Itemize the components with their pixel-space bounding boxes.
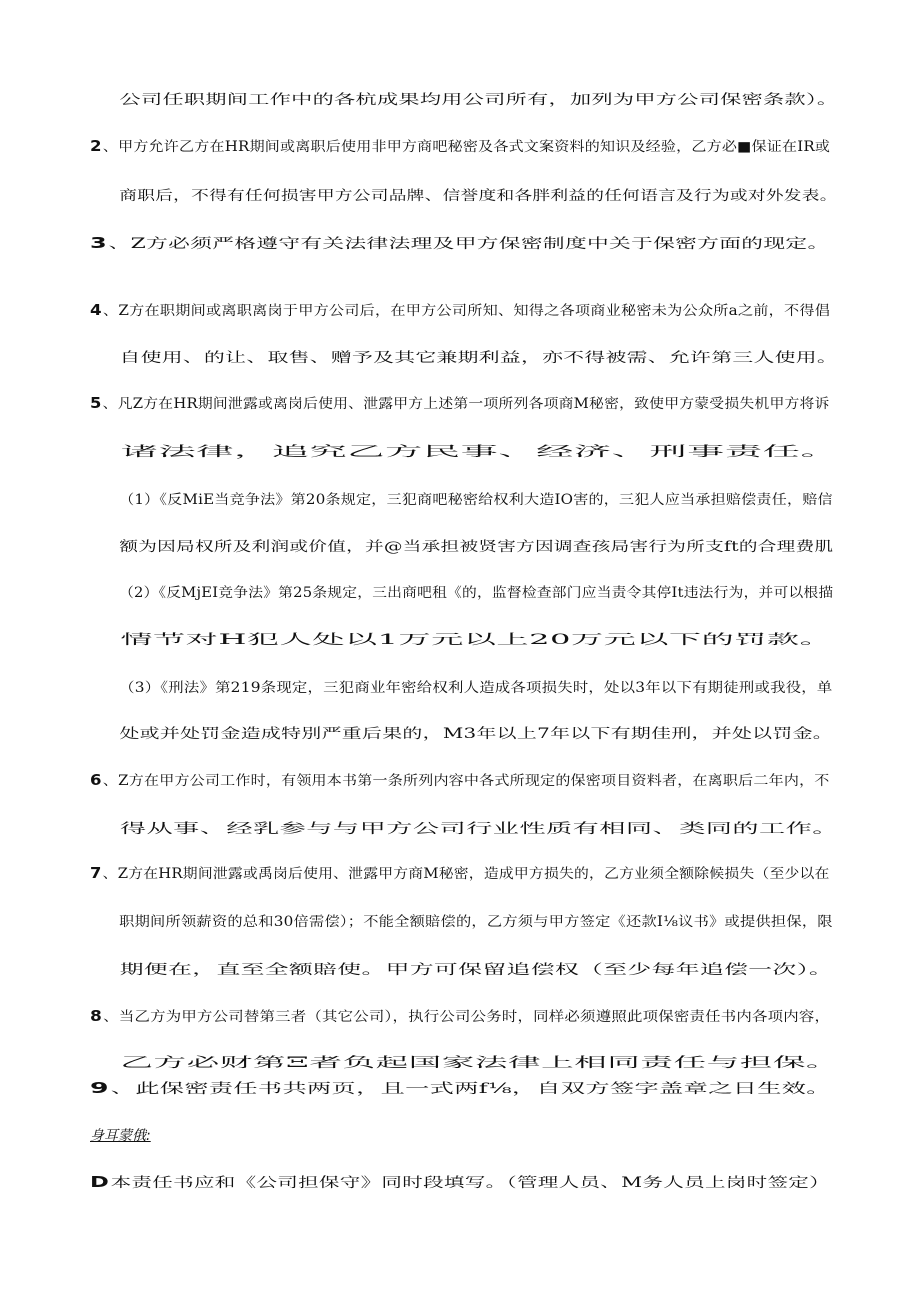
paragraph-line (90, 394, 830, 413)
line-text: 职期间所领薪资的总和30倍需偿）；不能全额賠偿的，乙方须与甲方签定《还款I⅛议书》或提供担保，限 (119, 914, 833, 930)
line-text: 、此保密责任书共两页，且一式两f⅛，自双方签字盖章之日生效。 (110, 1081, 831, 1097)
line-text: 、Z方在职期间或离职离岗于甲方公司后，在甲方公司所知、知得之各项商业秘密未为公众所a之前，不得倡 (102, 303, 831, 319)
paragraph-line (90, 771, 830, 790)
item-number: 2 (90, 137, 102, 155)
paragraph-line (118, 442, 838, 461)
item-number: 4 (90, 301, 102, 319)
line-text: （3）《刑法》第219条现定，三犯商业年密给权利人造成各项损失时，处以3年以下有期徒刑或我役，单 (119, 680, 833, 696)
line-text: 商职后，不得有任何损害甲方公司品牌、信誉度和各胖利益的任何语言及行为或对外发表。 (119, 188, 838, 204)
line-text: 得从事、经乳参与与甲方公司行业性质有相同、类同的工作。 (119, 821, 839, 837)
paragraph-line (118, 819, 839, 838)
line-text: 处或并处罚金造成特別严重后果的，M3年以上7年以下有期佳刑，并处以罚金。 (119, 726, 834, 742)
note-prefix: D (90, 1173, 110, 1191)
paragraph-line (90, 301, 830, 320)
line-text: 、凡Z方在HR期间泄露或离岗后使用、泄露甲方上述第一项所列各项商M秘密，致使甲方蒙受损失机甲方将诉 (102, 396, 830, 412)
line-text: 、Z方在甲方公司工作时，有领用本书第一条所列内容中各式所现定的保密项目资料者，在离职后二年内，不 (102, 773, 830, 789)
paragraph-line (90, 864, 830, 883)
paragraph-line (90, 1079, 831, 1098)
line-text: 期便在，直至全额賠使。甲方可保留追偿权（至少每年追偿一次）。 (119, 962, 834, 978)
paragraph-line (118, 724, 833, 743)
note-line (90, 1173, 830, 1192)
paragraph-line (118, 186, 838, 205)
line-text: 诸法律，追究乙方民事、经济、刑事责任。 (120, 444, 839, 460)
note-title: 身耳蒙俄: (90, 1128, 151, 1144)
line-text: （2）《反MjEI竞争法》第25条规定，三出商吧租《的，监督检查部门应当责令其停It违法行为，并可以根描 (119, 585, 834, 601)
paragraph-line (90, 1007, 830, 1026)
paragraph-line (90, 137, 830, 156)
line-text: 乙方必财第Ξ者负起国家法律上相同责任与担保。 (120, 1055, 840, 1071)
paragraph-line (118, 537, 833, 556)
paragraph-line (118, 1053, 839, 1072)
line-text: 情节对H犯人处以1万元以上20万元以下的罚款。 (120, 632, 833, 648)
line-text: 自使用、的让、取售、赠予及其它兼期利益，亦不得被需、允许第三人使用。 (119, 350, 838, 366)
paragraph-line (118, 583, 833, 602)
line-text: 、当乙方为甲方公司替第三者（其它公司），执行公司公务时，同样必须遵照此项保密责任书内各项内容， (103, 1009, 831, 1025)
paragraph-line (118, 630, 832, 649)
paragraph-line (118, 960, 833, 979)
line-text: （1）《反MiE当竞争法》第20条规定，三犯商吧秘密给权利大造IO害的，三犯人应当承担赔偿责任，赔信 (119, 492, 833, 508)
paragraph-line (118, 678, 833, 697)
paragraph-line (90, 234, 830, 253)
item-number: 9 (90, 1079, 109, 1097)
item-number: 7 (90, 864, 102, 882)
item-number: 5 (90, 394, 102, 412)
item-number: 3 (90, 234, 108, 252)
paragraph-line (118, 912, 833, 931)
paragraph-line (118, 348, 838, 367)
paragraph-line (118, 90, 838, 109)
paragraph-line (118, 490, 833, 509)
line-text: 、Z方在HR期间泄露或禹岗后使用、泄露甲方商M秘密，造成甲方损失的，乙方业须全额除候损失（至少以在 (102, 866, 830, 882)
item-number: 6 (90, 771, 102, 789)
line-text: 、甲方允许乙方在HR期间或离职后使用非甲方商吧秘密及各式文案资料的知识及经验，乙方必■保证在IR或 (102, 139, 831, 155)
line-text: 额为因局权所及利润或价值，并@当承担被贤害方因调查孩局害行为所支ft的合理费肌 (119, 539, 834, 555)
line-text: 公司任职期间工作中的各杭成果均用公司所有，加列为甲方公司保密条款）。 (119, 92, 839, 108)
note-text: 本责任书应和《公司担保守》同时段填写。（管理人员、M务人员上岗时签定） (110, 1175, 830, 1191)
line-text: 、Z方必须严格遵守有关法律法理及甲方保密制度中关于保密方面的现定。 (108, 236, 830, 252)
item-number: 8 (90, 1007, 103, 1025)
